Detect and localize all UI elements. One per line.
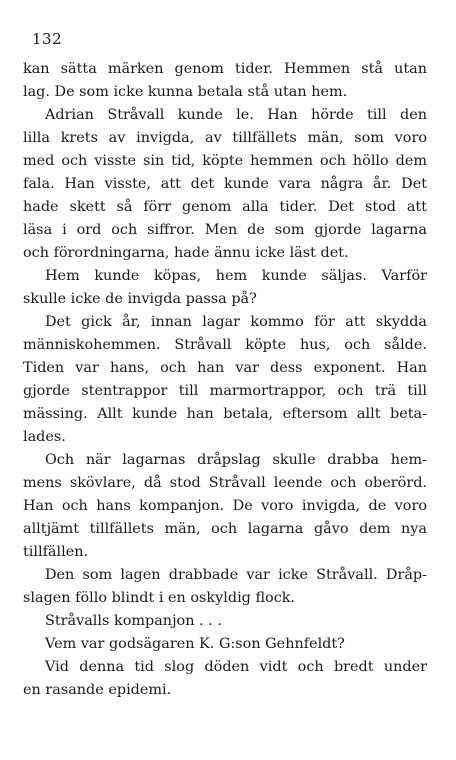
text-line: lilla krets av invigda, av tillfällets män, som voro: [23, 130, 427, 146]
text-line: Stråvalls kompanjon . . .: [45, 613, 222, 629]
text-line: Adrian Stråvall kunde le. Han hörde till den: [45, 107, 427, 123]
page-number: 132: [32, 30, 63, 48]
paragraph: [23, 656, 427, 702]
paragraph: [23, 265, 427, 311]
paragraph: [23, 449, 427, 564]
text-line: lag. De som icke kunna betala stå utan hem.: [23, 84, 348, 100]
paragraph: [23, 564, 427, 610]
text-line: alltjämt tillfällets män, och lagarna gåvo dem nya: [23, 521, 427, 537]
body-text: [23, 58, 427, 702]
paragraph: [23, 58, 427, 104]
text-line: människohemmen. Stråvall köpte hus, och sålde.: [23, 337, 427, 353]
text-line: mens skövlare, då stod Stråvall leende och oberörd.: [23, 475, 427, 491]
paragraph: [23, 311, 427, 449]
text-line: hade skett så förr genom alla tider. Det stod att: [23, 199, 427, 215]
text-line: kan sätta märken genom tider. Hemmen stå utan: [23, 61, 427, 77]
text-line: med och visste sin tid, köpte hemmen och höllo dem: [23, 153, 427, 169]
text-line: skulle icke de invigda passa på?: [23, 291, 257, 307]
text-line: slagen föllo blindt i en oskyldig flock.: [23, 590, 296, 606]
text-line: Och när lagarnas dråpslag skulle drabba hem-: [45, 452, 427, 468]
paragraph: [23, 633, 427, 656]
text-line: Vem var godsägaren K. G:son Gehnfeldt?: [45, 636, 345, 652]
text-line: lades.: [23, 429, 66, 445]
paragraph: [23, 104, 427, 265]
text-line: fala. Han visste, att det kunde vara några år. Det: [23, 176, 427, 192]
text-line: Det gick år, innan lagar kommo för att skydda: [45, 314, 427, 330]
text-line: läsa i ord och siffror. Men de som gjorde lagarna: [23, 222, 427, 238]
text-line: Hem kunde köpas, hem kunde säljas. Varför: [45, 268, 427, 284]
text-line: Han och hans kompanjon. De voro invigda, de voro: [23, 498, 427, 514]
text-line: Den som lagen drabbade var icke Stråvall. Dråp-: [45, 567, 427, 583]
text-line: tillfällen.: [23, 544, 89, 560]
text-line: och förordningarna, hade ännu icke läst det.: [23, 245, 349, 261]
text-line: Vid denna tid slog döden vidt och bredt under: [45, 659, 427, 675]
text-line: mässing. Allt kunde han betala, eftersom allt beta-: [23, 406, 427, 422]
text-line: gjorde stentrappor till marmortrappor, och trä till: [23, 383, 427, 399]
paragraph: [23, 610, 427, 633]
text-line: Tiden var hans, och han var dess exponent. Han: [23, 360, 427, 376]
text-line: en rasande epidemi.: [23, 682, 172, 698]
